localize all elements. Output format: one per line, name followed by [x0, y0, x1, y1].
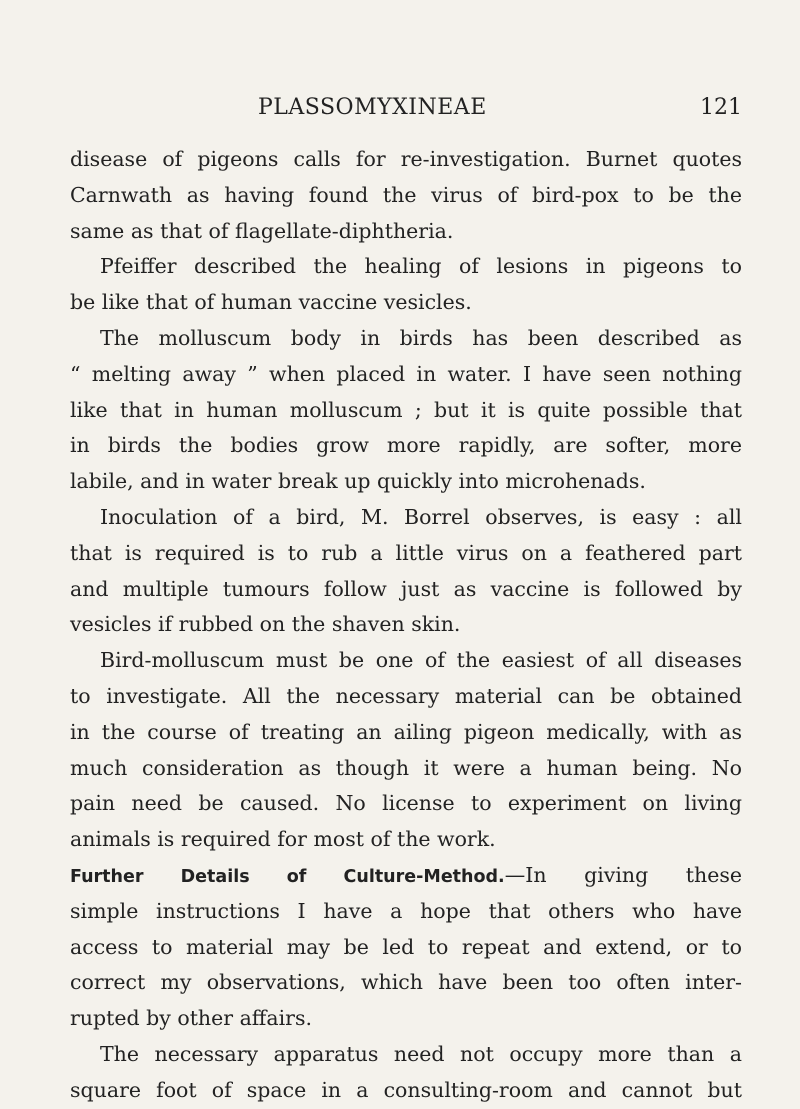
text-line: to investigate. All the necessary material can be obtained: [70, 683, 742, 708]
text-line: same as that of flagellate-diphtheria.: [70, 218, 454, 243]
text-line: Bird-molluscum must be one of the easiest of all diseases: [100, 648, 742, 673]
text-line: The molluscum body in birds has been described as: [100, 325, 742, 350]
text-line: animals is required for most of the work.: [70, 827, 496, 852]
text-line: Pfeiffer described the healing of lesions in pigeons to: [100, 254, 742, 279]
text-line: square foot of space in a consulting-room and cannot but: [70, 1077, 742, 1102]
text-line: “ melting away ” when placed in water. I have seen nothing: [70, 361, 742, 386]
text-line: much consideration as though it were a human being. No: [70, 755, 742, 780]
text-line: access to material may be led to repeat and extend, or to: [70, 934, 742, 959]
sidehead-text: —In giving these: [504, 862, 743, 887]
sidehead-line: [70, 858, 742, 894]
running-head: [70, 92, 742, 132]
page-number: 121: [700, 95, 742, 120]
text-line: that is required is to rub a little virus on a feathered part: [70, 540, 742, 565]
text-line: be like that of human vaccine vesicles.: [70, 290, 472, 315]
text-line: Inoculation of a bird, M. Borrel observes, is easy : all: [100, 504, 742, 529]
sidehead-heading: Further Details of Culture-Method.: [70, 866, 505, 887]
text-line: rupted by other affairs.: [70, 1006, 312, 1031]
text-line: in birds the bodies grow more rapidly, are softer, more: [70, 433, 742, 458]
text-line: like that in human molluscum ; but it is quite possible that: [70, 397, 742, 422]
text-line: in the course of treating an ailing pigeon medically, with as: [70, 719, 742, 744]
text-line: The necessary apparatus need not occupy more than a: [100, 1041, 742, 1066]
text-line: simple instructions I have a hope that others who have: [70, 898, 742, 923]
text-line: disease of pigeons calls for re-investigation. Burnet quotes: [70, 147, 742, 171]
text-line: Carnwath as having found the virus of bird-pox to be the: [70, 182, 742, 207]
text-line: correct my observations, which have been too often inter-: [70, 970, 742, 995]
text-line: vesicles if rubbed on the shaven skin.: [70, 612, 461, 637]
text-line: labile, and in water break up quickly into microhenads.: [70, 469, 646, 494]
text-line: and multiple tumours follow just as vaccine is followed by: [70, 576, 742, 601]
running-title: PLASSOMYXINEAE: [258, 95, 487, 120]
body-text: [70, 142, 742, 1109]
text-line: pain need be caused. No license to experiment on living: [70, 791, 742, 816]
